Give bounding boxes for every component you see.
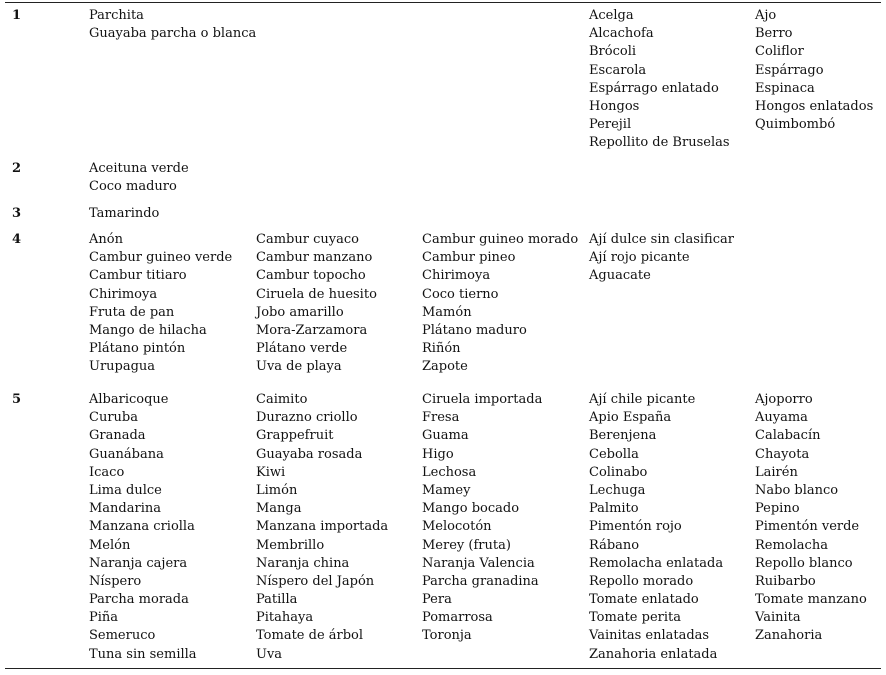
list-item: Tomate perita <box>589 610 681 626</box>
list-item: Caimito <box>256 392 308 407</box>
list-item: Remolacha <box>755 537 828 553</box>
table-top-rule <box>5 2 881 3</box>
list-item: Zapote <box>422 359 468 375</box>
list-item: Cambur topocho <box>256 268 366 284</box>
list-item: Zanahoria enlatada <box>589 646 718 662</box>
list-item: Cambur guineo morado <box>422 232 579 247</box>
group-1-column-1 <box>89 7 256 43</box>
list-item: Colinabo <box>589 464 648 480</box>
list-item: Tomate de árbol <box>256 628 364 644</box>
list-item: Escarola <box>589 62 647 78</box>
list-item: Mora-Zarzamora <box>256 322 368 338</box>
list-item: Riñón <box>422 341 461 357</box>
list-item: Ajoporro <box>755 392 813 407</box>
list-item: Repollito de Bruselas <box>589 135 730 151</box>
list-item: Guayaba parcha o blanca <box>89 26 257 42</box>
list-item: Quimbombó <box>755 117 836 133</box>
group-5-column-1 <box>89 391 197 664</box>
group-number: 2 <box>12 161 22 176</box>
list-item: Espinaca <box>755 80 815 96</box>
list-item: Ají chile picante <box>589 392 696 407</box>
group-1-column-5 <box>755 7 873 134</box>
list-item: Coco maduro <box>89 179 177 195</box>
list-item: Lechuga <box>589 482 646 498</box>
list-item: Uva de playa <box>256 359 342 375</box>
list-item: Ajo <box>755 8 777 23</box>
list-item: Calabacín <box>755 428 821 444</box>
list-item: Manzana importada <box>256 519 389 535</box>
list-item: Fresa <box>422 410 460 426</box>
list-item: Piña <box>89 610 119 626</box>
list-item: Pitahaya <box>256 610 314 626</box>
list-item: Cambur titiaro <box>89 268 187 284</box>
list-item: Melón <box>89 537 131 553</box>
list-item: Melocotón <box>422 519 492 535</box>
list-item: Remolacha enlatada <box>589 555 724 571</box>
list-item: Guanábana <box>89 446 164 462</box>
list-item: Repollo blanco <box>755 555 853 571</box>
list-item: Cebolla <box>589 446 639 462</box>
list-item: Plátano pintón <box>89 341 186 357</box>
list-item: Nabo blanco <box>755 482 839 498</box>
list-item: Aceituna verde <box>89 161 189 176</box>
group-number: 4 <box>12 232 22 247</box>
list-item: Ruibarbo <box>755 573 816 589</box>
group-number: 3 <box>12 206 22 221</box>
table-bottom-rule <box>5 668 881 669</box>
list-item: Zanahoria <box>755 628 823 644</box>
group-4-column-4 <box>589 231 734 286</box>
list-item: Mango de hilacha <box>89 322 207 338</box>
list-item: Tuna sin semilla <box>89 646 197 662</box>
list-item: Brócoli <box>589 44 637 60</box>
list-item: Jobo amarillo <box>256 304 344 320</box>
list-item: Ciruela de huesito <box>256 286 377 302</box>
list-item: Merey (fruta) <box>422 537 511 553</box>
group-4-column-2 <box>256 231 377 377</box>
list-item: Coliflor <box>755 44 804 60</box>
list-item: Tamarindo <box>89 206 160 221</box>
list-item: Mango bocado <box>422 501 520 517</box>
list-item: Tomate manzano <box>755 592 867 608</box>
list-item: Ají rojo picante <box>589 250 690 266</box>
list-item: Pomarrosa <box>422 610 493 626</box>
list-item: Cambur cuyaco <box>256 232 359 247</box>
list-item: Limón <box>256 482 298 498</box>
list-item: Perejil <box>589 117 632 133</box>
list-item: Apio España <box>589 410 672 426</box>
list-item: Chirimoya <box>89 286 158 302</box>
list-item: Patilla <box>256 592 298 608</box>
list-item: Icaco <box>89 464 125 480</box>
list-item: Kiwi <box>256 464 286 480</box>
list-item: Ají dulce sin clasificar <box>589 232 734 247</box>
list-item: Lima dulce <box>89 482 162 498</box>
list-item: Guama <box>422 428 469 444</box>
list-item: Fruta de pan <box>89 304 175 320</box>
list-item: Naranja china <box>256 555 350 571</box>
list-item: Repollo morado <box>589 573 694 589</box>
list-item: Membrillo <box>256 537 325 553</box>
group-5-column-2 <box>256 391 388 664</box>
group-4-column-3 <box>422 231 578 377</box>
list-item: Cambur manzano <box>256 250 373 266</box>
list-item: Chayota <box>755 446 810 462</box>
group-number: 5 <box>12 392 22 407</box>
list-item: Berenjena <box>589 428 657 444</box>
list-item: Lairén <box>755 464 798 480</box>
list-item: Hongos enlatados <box>755 98 874 114</box>
list-item: Plátano verde <box>256 341 348 357</box>
list-item: Curuba <box>89 410 138 426</box>
list-item: Durazno criollo <box>256 410 358 426</box>
group-number: 1 <box>12 8 22 23</box>
list-item: Parcha morada <box>89 592 189 608</box>
group-5-column-5 <box>755 391 867 646</box>
list-item: Acelga <box>589 8 634 23</box>
list-item: Grappefruit <box>256 428 334 444</box>
list-item: Toronja <box>422 628 472 644</box>
list-item: Guayaba rosada <box>256 446 363 462</box>
list-item: Alcachofa <box>589 26 654 42</box>
list-item: Vainita <box>755 610 801 626</box>
list-item: Pera <box>422 592 452 608</box>
list-item: Naranja cajera <box>89 555 188 571</box>
list-item: Chirimoya <box>422 268 491 284</box>
list-item: Mandarina <box>89 501 162 517</box>
list-item: Lechosa <box>422 464 477 480</box>
list-item: Higo <box>422 446 454 462</box>
list-item: Pimentón verde <box>755 519 860 535</box>
list-item: Níspero <box>89 573 142 589</box>
list-item: Palmito <box>589 501 639 517</box>
group-3-column-1 <box>89 205 159 223</box>
list-item: Cambur pineo <box>422 250 516 266</box>
list-item: Manzana criolla <box>89 519 195 535</box>
list-item: Mamón <box>422 304 472 320</box>
list-item: Espárrago <box>755 62 824 78</box>
list-item: Parchita <box>89 8 144 23</box>
group-5-column-4 <box>589 391 723 664</box>
list-item: Urupagua <box>89 359 156 375</box>
list-item: Mamey <box>422 482 471 498</box>
list-item: Parcha granadina <box>422 573 539 589</box>
list-item: Auyama <box>755 410 808 426</box>
list-item: Anón <box>89 232 123 247</box>
list-item: Berro <box>755 26 793 42</box>
list-item: Plátano maduro <box>422 322 527 338</box>
list-item: Semeruco <box>89 628 156 644</box>
group-4-column-1 <box>89 231 232 377</box>
list-item: Aguacate <box>589 268 651 284</box>
list-item: Ciruela importada <box>422 392 543 407</box>
group-5-column-3 <box>422 391 542 646</box>
list-item: Tomate enlatado <box>589 592 699 608</box>
list-item: Albaricoque <box>89 392 169 407</box>
list-item: Rábano <box>589 537 640 553</box>
list-item: Espárrago enlatado <box>589 80 719 96</box>
list-item: Cambur guineo verde <box>89 250 233 266</box>
list-item: Coco tierno <box>422 286 499 302</box>
list-item: Pimentón rojo <box>589 519 682 535</box>
list-item: Naranja Valencia <box>422 555 535 571</box>
list-item: Granada <box>89 428 146 444</box>
list-item: Manga <box>256 501 302 517</box>
list-item: Uva <box>256 646 283 662</box>
list-item: Vainitas enlatadas <box>589 628 710 644</box>
group-1-column-4 <box>589 7 730 153</box>
group-2-column-1 <box>89 160 189 196</box>
list-item: Pepino <box>755 501 800 517</box>
list-item: Hongos <box>589 98 640 114</box>
list-item: Níspero del Japón <box>256 573 375 589</box>
